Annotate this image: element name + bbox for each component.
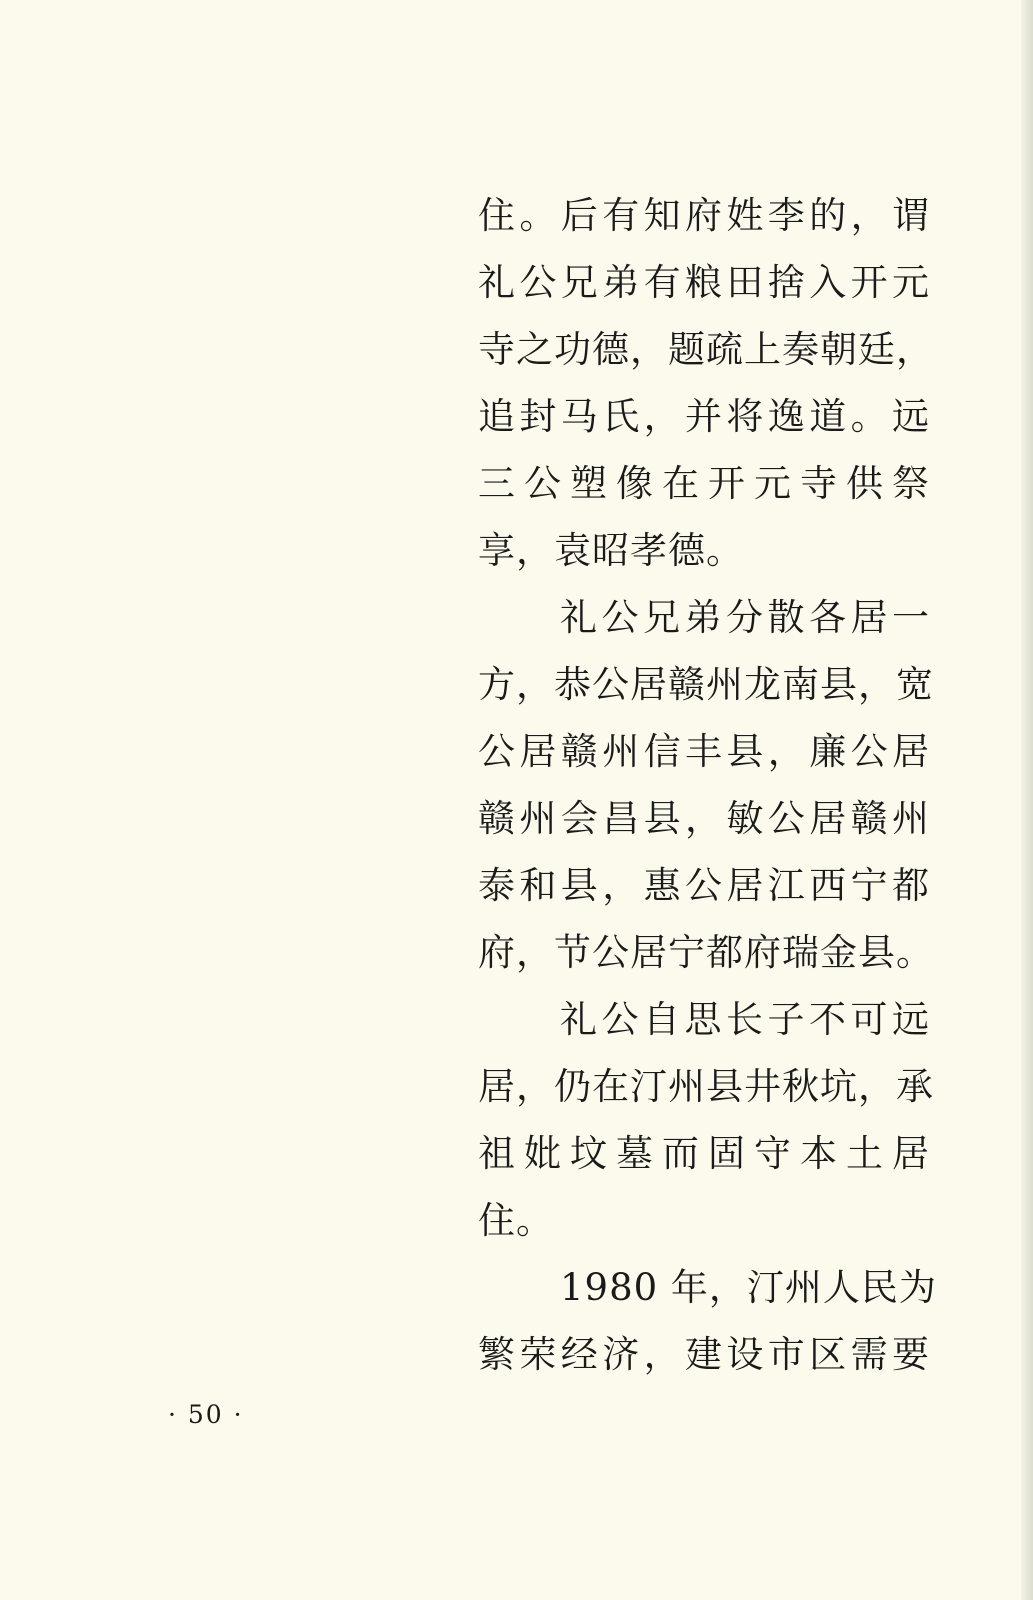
page-edge <box>1021 0 1033 1600</box>
page-number: · 50 · <box>168 1400 244 1429</box>
text-line: 享，袁昭孝德。 <box>478 529 744 572</box>
text-line: 居，仍在汀州县井秋坑，承 <box>478 1065 934 1108</box>
paragraph-2 <box>478 584 934 986</box>
text-line: 赣州会昌县，敏公居赣州 <box>478 797 930 840</box>
body-text <box>478 182 937 1388</box>
text-line: 1980 年，汀州人民为 <box>560 1266 937 1309</box>
text-line: 追封马氏，并将逸道。远 <box>478 395 930 438</box>
text-line: 三公塑像在开元寺供祭 <box>478 462 930 505</box>
text-line: 礼公自思长子不可远 <box>560 998 930 1041</box>
text-line: 祖妣坟墓而固守本土居 <box>478 1132 930 1175</box>
text-line: 公居赣州信丰县，廉公居 <box>478 730 930 773</box>
text-line: 住。后有知府姓李的，谓 <box>478 194 930 237</box>
text-line: 繁荣经济，建设市区需要 <box>478 1333 930 1376</box>
paragraph-4 <box>478 1254 937 1388</box>
text-line: 方，恭公居赣州龙南县，宽 <box>478 663 934 706</box>
paragraph-1 <box>478 182 934 584</box>
text-line: 府，节公居宁都府瑞金县。 <box>478 931 934 974</box>
text-line: 礼公兄弟分散各居一 <box>560 596 930 639</box>
text-line: 礼公兄弟有粮田捨入开元 <box>478 261 930 304</box>
text-line: 住。 <box>478 1199 554 1242</box>
paragraph-3 <box>478 986 934 1254</box>
text-line: 泰和县，惠公居江西宁都 <box>478 864 930 907</box>
text-line: 寺之功德，题疏上奏朝廷， <box>478 328 934 371</box>
